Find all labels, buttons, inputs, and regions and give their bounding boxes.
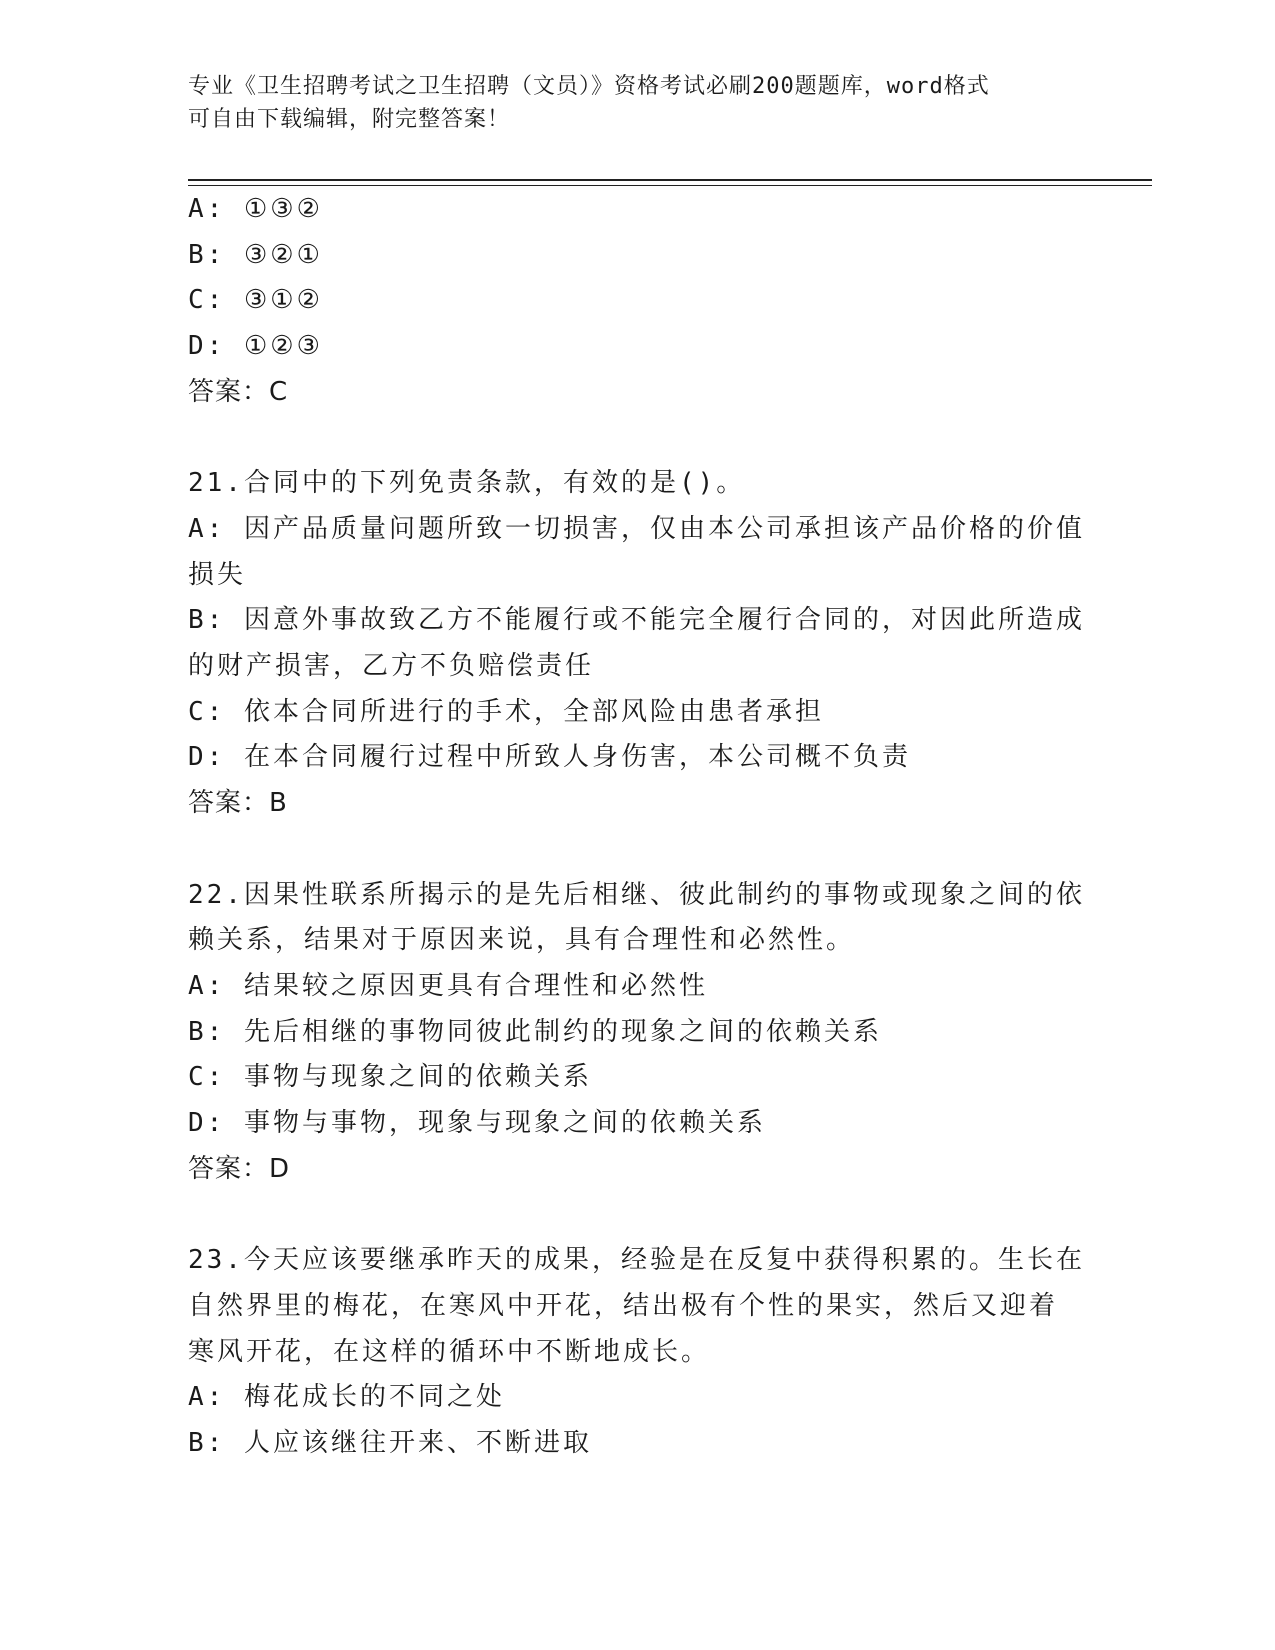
question-stem: 22.因果性联系所揭示的是先后相继、彼此制约的事物或现象之间的依 bbox=[188, 879, 1085, 910]
document-body bbox=[188, 187, 1088, 1467]
option-c: C: ③①② bbox=[188, 285, 323, 316]
answer: 答案：B bbox=[188, 788, 288, 819]
question-23 bbox=[188, 1238, 1088, 1467]
question-20-continued bbox=[188, 187, 1088, 416]
option-b: B: 因意外事故致乙方不能履行或不能完全履行合同的，对因此所造成 bbox=[188, 605, 1085, 636]
option-a: A: 梅花成长的不同之处 bbox=[188, 1382, 505, 1413]
answer: 答案：D bbox=[188, 1153, 291, 1184]
question-stem: 23.今天应该要继承昨天的成果，经验是在反复中获得积累的。生长在 bbox=[188, 1245, 1085, 1276]
option-d: D: ①②③ bbox=[188, 331, 323, 362]
option-b-continued: 的财产损害，乙方不负赔偿责任 bbox=[188, 651, 595, 682]
document-header bbox=[188, 70, 1088, 136]
header-line-1: 专业《卫生招聘考试之卫生招聘（文员）》资格考试必刷200题题库，word格式 bbox=[188, 74, 990, 99]
option-c: C: 依本合同所进行的手术，全部风险由患者承担 bbox=[188, 696, 824, 727]
option-a: A: ①③② bbox=[188, 194, 323, 224]
question-stem: 21.合同中的下列免责条款，有效的是()。 bbox=[188, 468, 746, 499]
question-stem-continued: 赖关系，结果对于原因来说，具有合理性和必然性。 bbox=[188, 925, 856, 956]
answer: 答案：C bbox=[188, 376, 289, 407]
option-b: B: 人应该继往开来、不断进取 bbox=[188, 1427, 592, 1458]
header-line-2: 可自由下载编辑，附完整答案！ bbox=[188, 107, 511, 132]
question-21 bbox=[188, 461, 1088, 827]
header-divider-thin bbox=[188, 185, 1152, 186]
option-c: C: 事物与现象之间的依赖关系 bbox=[188, 1062, 592, 1093]
option-d: D: 事物与事物，现象与现象之间的依赖关系 bbox=[188, 1108, 766, 1139]
question-22 bbox=[188, 873, 1088, 1193]
option-b: B: 先后相继的事物同彼此制约的现象之间的依赖关系 bbox=[188, 1016, 882, 1047]
option-a: A: 结果较之原因更具有合理性和必然性 bbox=[188, 970, 708, 1001]
question-stem-continued: 寒风开花，在这样的循环中不断地成长。 bbox=[188, 1336, 711, 1367]
option-b: B: ③②① bbox=[188, 239, 323, 270]
question-stem-continued: 自然界里的梅花，在寒风中开花，结出极有个性的果实，然后又迎着 bbox=[188, 1290, 1059, 1321]
option-a-continued: 损失 bbox=[188, 559, 247, 590]
option-d: D: 在本合同履行过程中所致人身伤害，本公司概不负责 bbox=[188, 742, 911, 773]
option-a: A: 因产品质量问题所致一切损害，仅由本公司承担该产品价格的价值 bbox=[188, 513, 1085, 544]
header-divider-thick bbox=[188, 179, 1152, 181]
